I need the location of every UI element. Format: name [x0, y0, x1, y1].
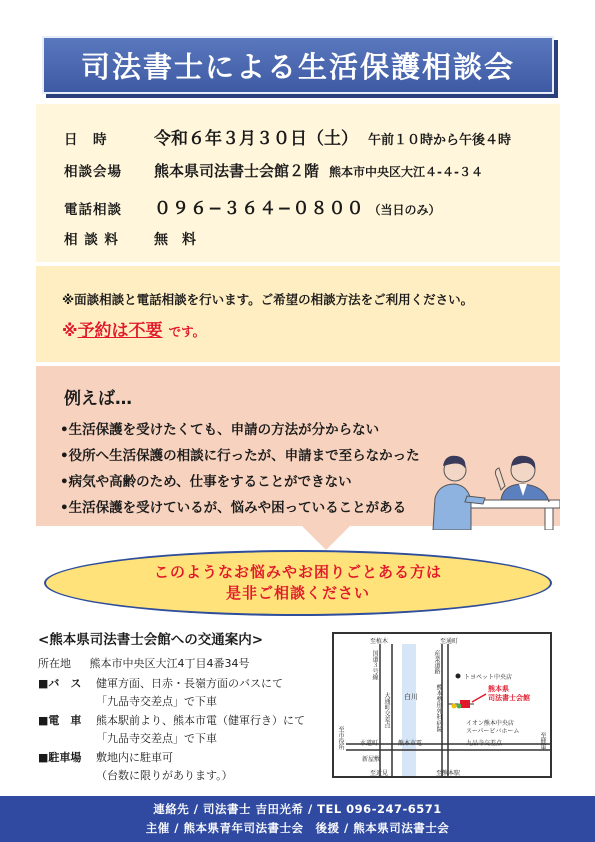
address-row — [38, 655, 250, 671]
notice-mark: ※ — [62, 321, 78, 340]
examples-title: 例えば… — [64, 389, 132, 409]
tram-info — [96, 712, 305, 748]
phone-label: 電話相談 — [64, 202, 122, 218]
callout-line-1: このようなお悩みやお困りごとある方は — [153, 563, 442, 581]
tram-line-2: 「九品寺交差点」で下車 — [96, 732, 217, 745]
venue-row — [64, 160, 483, 181]
map-label: 大通町交差点 — [383, 692, 390, 728]
parking-line-1: 敷地内に駐車可 — [96, 751, 173, 764]
map-label: イオン熊本中央店 — [466, 720, 514, 727]
date-value: 令和６年３月３０日（土） — [154, 129, 358, 149]
map-label: 至近見 — [370, 770, 389, 777]
map-label: 産業道路 — [433, 650, 440, 674]
reservation-not-required: 予約は不要 — [77, 321, 163, 341]
example-item: •生活保護を受けたくても、申請の方法が分からない — [60, 422, 380, 438]
notice-reservation — [62, 316, 205, 341]
date-row — [64, 124, 511, 149]
page-title: 司法書士による生活保護相談会 — [80, 49, 515, 84]
map-label: 至熊本駅 — [436, 770, 461, 777]
example-item: •役所へ生活保護の相談に行ったが、申請まで至らなかった — [60, 448, 420, 464]
address-label: 所在地 — [38, 657, 71, 670]
bus-row — [38, 675, 283, 708]
notice-panel — [36, 266, 560, 362]
example-item: •病気や高齢のため、仕事をすることができない — [60, 474, 352, 490]
map-label: 新屋敷 — [362, 756, 381, 763]
tram-row — [38, 712, 305, 745]
fee-label: 相 談 料 — [64, 232, 119, 248]
fee-row — [64, 228, 196, 249]
access-map — [332, 632, 552, 778]
date-time: 午前１０時から午後４時 — [368, 133, 512, 148]
map-label: 白川 — [404, 693, 418, 701]
footer — [0, 796, 595, 842]
venue-address: 熊本市中央区大江４-４-３４ — [329, 165, 483, 179]
bus-label: ■バ ス — [38, 677, 82, 690]
footer-organizers: 主催 / 熊本県青年司法書士会 後援 / 熊本県司法書士会 — [145, 821, 450, 835]
address-value: 熊本市中央区大江4丁目4番34号 — [89, 657, 250, 670]
map-label: トヨペット中央店 — [464, 674, 513, 681]
phone-note: （当日のみ） — [368, 203, 441, 217]
tram-label: ■電 車 — [38, 714, 82, 727]
map-label: 九品寺交差点 — [466, 740, 503, 747]
consultation-illustration — [405, 440, 560, 530]
map-label: 国道３号線 — [371, 650, 378, 680]
map-label: 熊本整形外科病院 — [435, 684, 442, 732]
phone-row — [64, 194, 441, 219]
map-label: 熊本市電 — [398, 740, 423, 747]
map-label: 至通町 — [440, 638, 459, 645]
tram-line-1: 熊本駅前より、熊本市電（健軍行き）にて — [96, 714, 305, 727]
venue-value: 熊本県司法書士会館２階 — [154, 162, 320, 180]
notice-suffix: です。 — [168, 324, 206, 339]
map-label: 水道町 — [360, 740, 379, 747]
map-label: 至植木 — [370, 638, 389, 645]
map-label: 至健軍 — [539, 732, 546, 750]
phone-value: ０９６−３６４−０８００ — [154, 199, 365, 219]
parking-info — [96, 749, 233, 785]
fee-value: 無 料 — [154, 232, 196, 248]
bus-line-2: 「九品寺交差点」で下車 — [96, 695, 217, 708]
example-item: •生活保護を受けているが、悩みや困っていることがある — [60, 500, 407, 516]
bus-info — [96, 675, 283, 711]
bus-line-1: 健軍方面、日赤・長嶺方面のバスにて — [96, 677, 283, 690]
speech-bubble-tail — [300, 524, 352, 550]
callout-oval — [44, 550, 552, 616]
access-title: <熊本県司法書士会館への交通案内> — [38, 632, 264, 648]
date-label: 日 時 — [64, 132, 108, 148]
parking-label: ■駐車場 — [38, 751, 82, 764]
footer-contact: 連絡先 / 司法書士 吉田光希 / TEL 096-247-6571 — [153, 802, 442, 816]
parking-line-2: （台数に限りがあります。） — [96, 769, 233, 782]
map-label: 至市役所 — [337, 726, 344, 750]
event-info-panel — [36, 104, 560, 262]
title-banner — [42, 36, 554, 94]
notice-consultation-methods: ※面談相談と電話相談を行います。ご希望の相談方法をご利用ください。 — [62, 292, 474, 307]
map-label: スーパービバホーム — [466, 728, 520, 735]
parking-row — [38, 749, 233, 782]
callout-line-2: 是非ご相談ください — [225, 584, 370, 602]
map-venue-label: 司法書士会館 — [488, 694, 530, 702]
venue-label: 相談会場 — [64, 164, 122, 180]
map-venue-label: 熊本県 — [488, 685, 509, 693]
